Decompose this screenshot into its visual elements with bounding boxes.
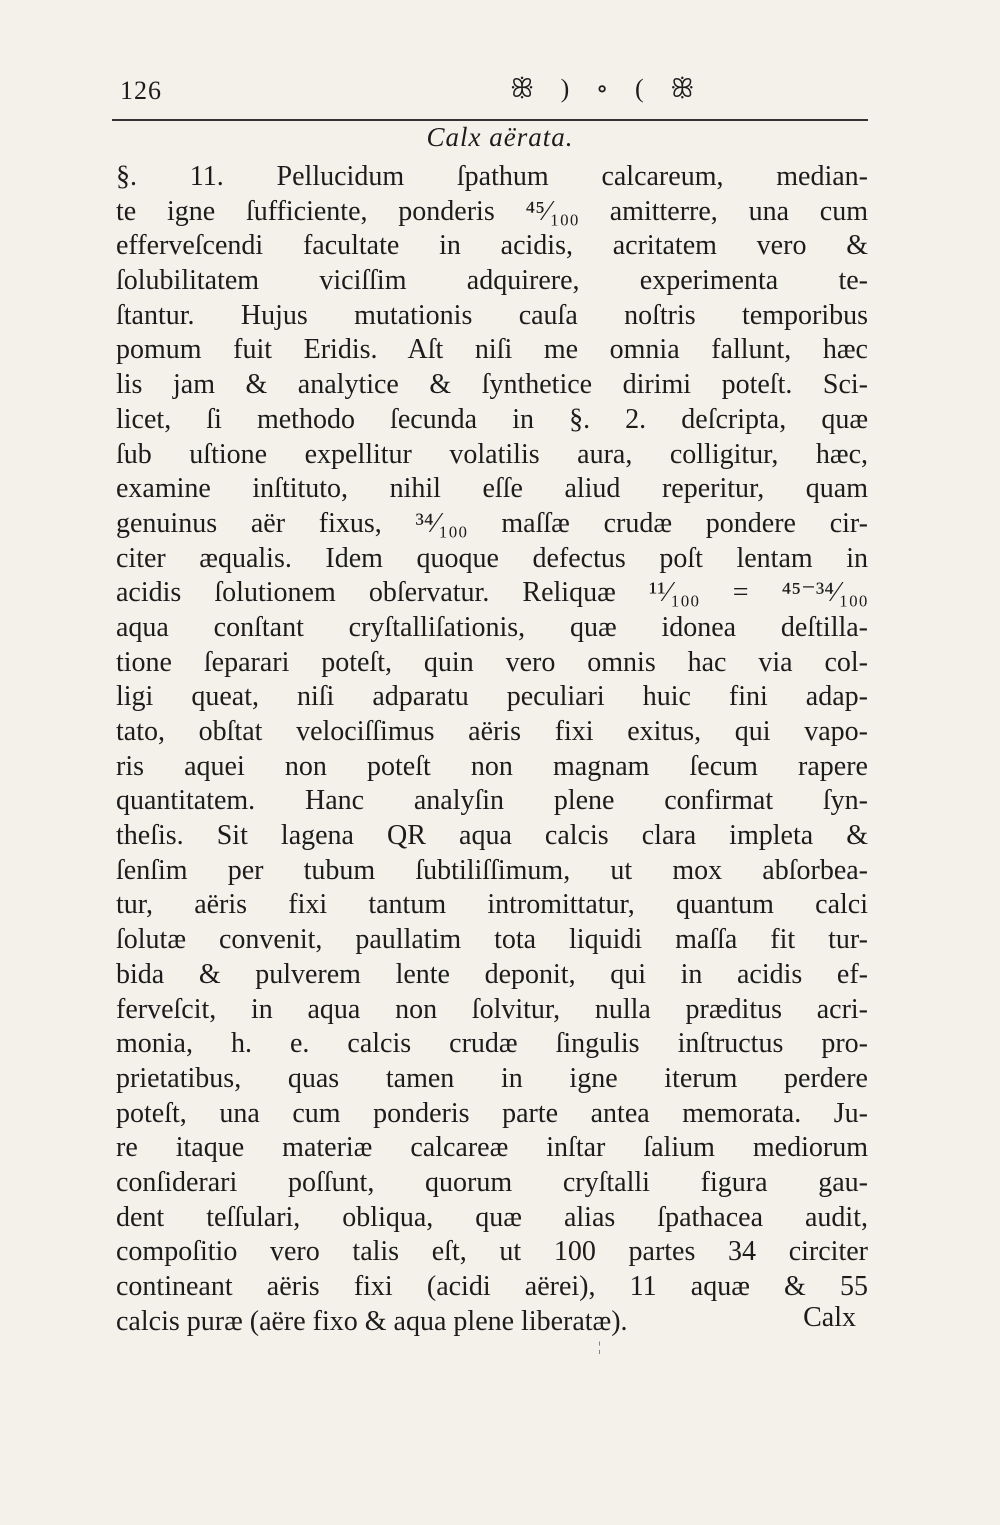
text-line: tur, aëris fixi tantum intromittatur, quantum calci bbox=[116, 889, 868, 921]
text-line: ligi queat, niſi adparatu peculiari huic fini adap- bbox=[116, 681, 868, 713]
text-line: ſolutæ convenit, paullatim tota liquidi maſſa fit tur- bbox=[116, 924, 868, 956]
section-title: Calx aërata. bbox=[426, 122, 574, 152]
text-line: lis jam & analytice & ſynthetice dirimi poteſt. Sci- bbox=[116, 369, 868, 401]
page-number: 126 bbox=[120, 76, 162, 105]
text-line: monia, h. e. calcis crudæ ſingulis inſtructus pro- bbox=[116, 1028, 868, 1060]
text-line: te igne ſufficiente, ponderis ⁴⁵⁄₁₀₀ amitterre, una cum bbox=[116, 195, 868, 227]
text-line: ris aquei non poteſt non magnam ſecum rapere bbox=[116, 750, 868, 782]
text-line: prietatibus, quas tamen in igne iterum perdere bbox=[116, 1062, 868, 1094]
header-ornament: ꕥ ) ∘ ( ꕥ bbox=[510, 74, 705, 103]
text-line: acidis ſolutionem obſervatur. Reliquæ ¹¹⁄₁₀₀ = ⁴⁵⁻³⁴⁄₁₀₀ bbox=[116, 577, 868, 609]
text-line: licet, ſi methodo ſecunda in §. 2. deſcripta, quæ bbox=[116, 403, 868, 435]
text-line: conſiderari poſſunt, quorum cryſtalli figura gau- bbox=[116, 1166, 868, 1198]
text-line: §. 11. Pellucidum ſpathum calcareum, median- bbox=[116, 161, 868, 192]
text-line: ſub uſtione expellitur volatilis aura, colligitur, hæc, bbox=[116, 438, 868, 470]
text-line: bida & pulverem lente deponit, qui in acidis ef- bbox=[116, 958, 868, 990]
text-line: quantitatem. Hanc analyſin plene confirmat ſyn- bbox=[116, 785, 868, 817]
text-line: efferveſcendi facultate in acidis, acritatem vero & bbox=[116, 230, 868, 262]
text-line: tato, obſtat velociſſimus aëris fixi exitus, qui vapo- bbox=[116, 716, 868, 747]
text-line: poteſt, una cum ponderis parte antea memorata. Ju- bbox=[116, 1097, 868, 1129]
text-line: aqua conſtant cryſtalliſationis, quæ idonea deſtilla- bbox=[116, 611, 868, 643]
text-line: ferveſcit, in aqua non ſolvitur, nulla præditus acri- bbox=[116, 993, 868, 1025]
text-line: theſis. Sit lagena QR aqua calcis clara impleta & bbox=[116, 820, 868, 852]
text-line: re itaque materiæ calcareæ inſtar ſalium mediorum bbox=[116, 1132, 868, 1164]
catchword: Calx bbox=[803, 1302, 856, 1333]
text-line: examine inſtituto, nihil eſſe aliud reperitur, quam bbox=[116, 473, 868, 505]
header-rule bbox=[112, 119, 868, 121]
text-line: pomum fuit Eridis. Aſt niſi me omnia fallunt, hæc bbox=[116, 334, 868, 366]
text-line: contineant aëris fixi (acidi aërei), 11 aquæ & 55 bbox=[116, 1271, 868, 1302]
body-text bbox=[116, 160, 868, 1339]
text-line: tione ſeparari poteſt, quin vero omnis hac via col- bbox=[116, 646, 868, 678]
text-line: dent teſſulari, obliqua, quæ alias ſpathacea audit, bbox=[116, 1201, 868, 1233]
text-line: citer æqualis. Idem quoque defectus poſt lentam in bbox=[116, 542, 868, 574]
text-line: genuinus aër fixus, ³⁴⁄₁₀₀ maſſæ crudæ pondere cir- bbox=[116, 507, 868, 539]
paper-speck: ¦ bbox=[598, 1340, 601, 1355]
running-header bbox=[118, 72, 866, 112]
text-line: compoſitio vero talis eſt, ut 100 partes 34 circiter bbox=[116, 1236, 868, 1268]
text-line: ſolubilitatem viciſſim adquirere, experimenta te- bbox=[116, 265, 868, 297]
text-line: ſenſim per tubum ſubtiliſſimum, ut mox abſorbea- bbox=[116, 854, 868, 886]
text-line: ſtantur. Hujus mutationis cauſa noſtris temporibus bbox=[116, 299, 868, 331]
text-line: calcis puræ (aëre fixo & aqua plene liberatæ). bbox=[116, 1305, 628, 1337]
